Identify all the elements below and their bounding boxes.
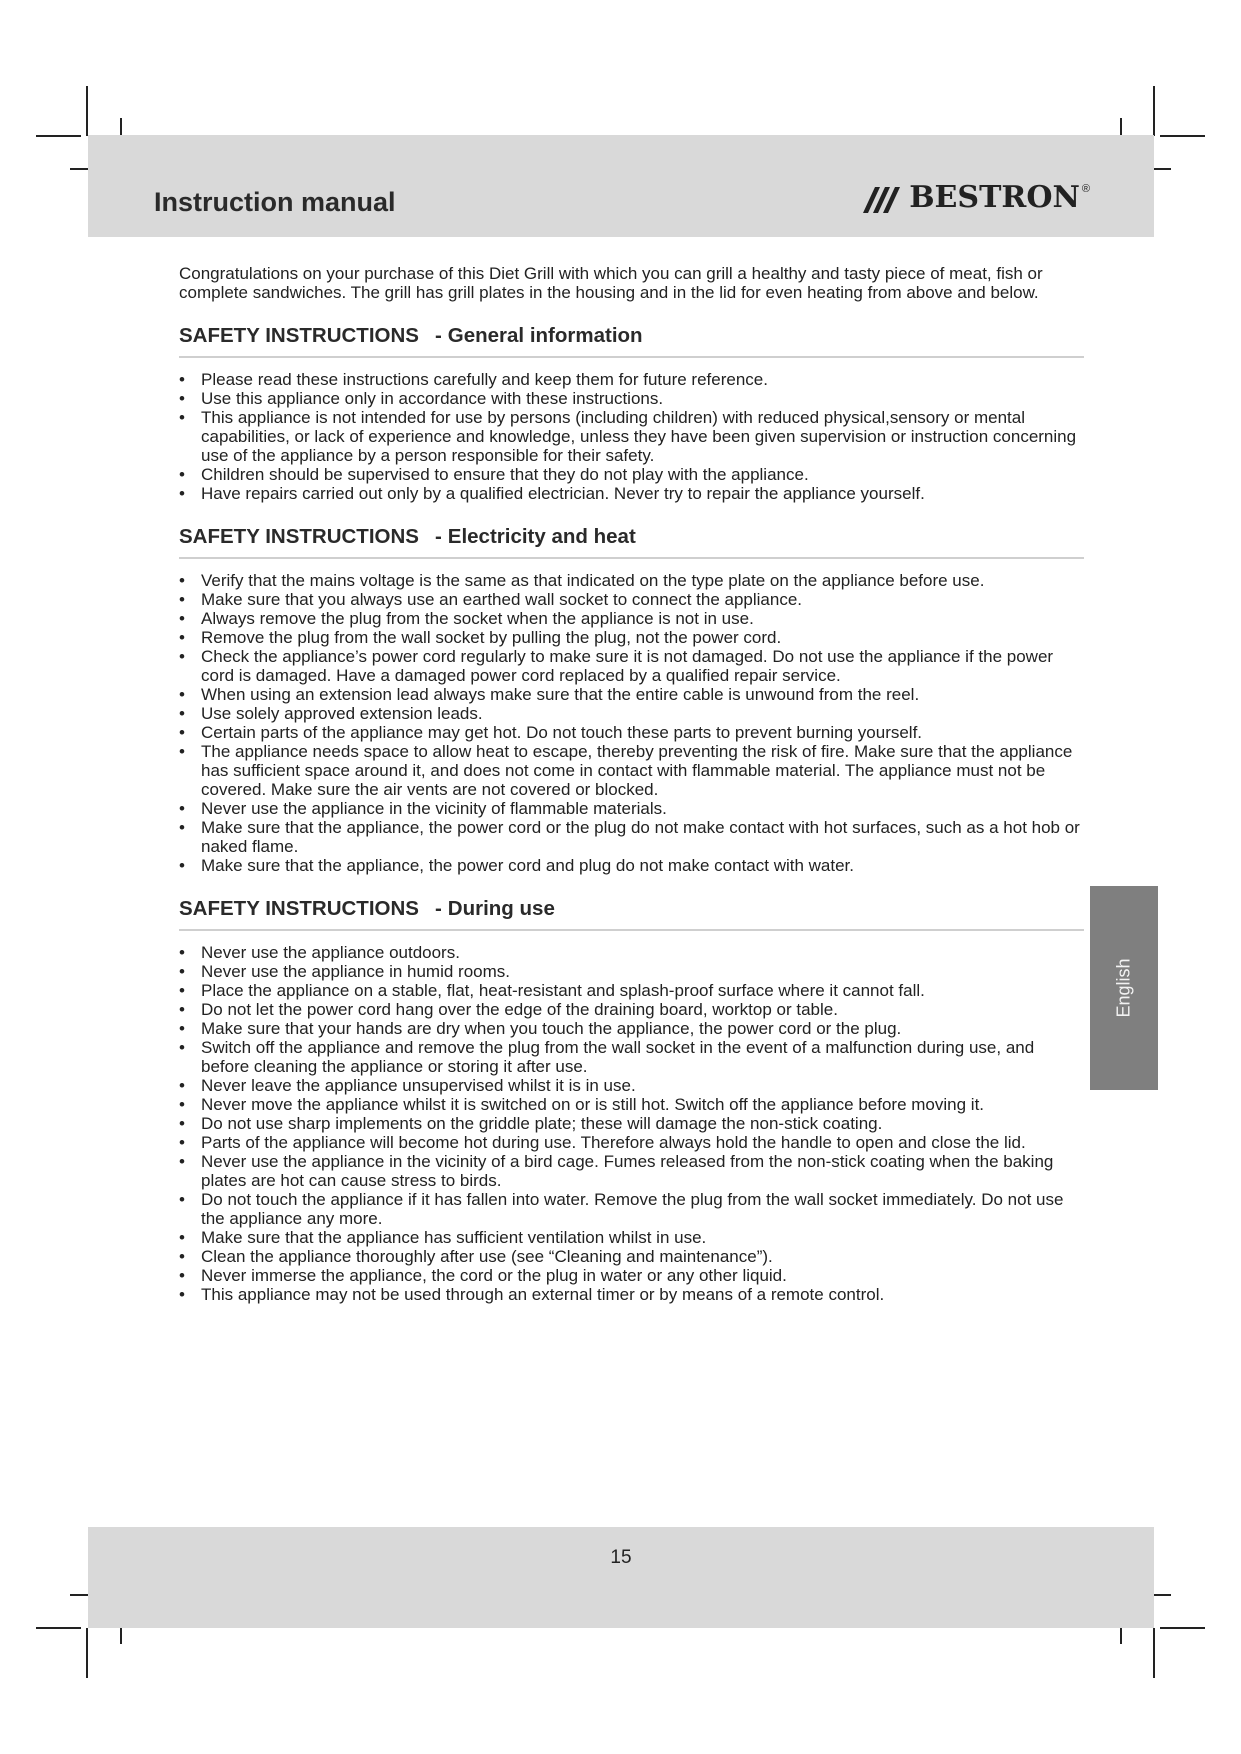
list-item: • Make sure that the appliance, the power cord or the plug do not make contact with hot surfaces, such as a hot hob or naked flame.	[179, 818, 1084, 856]
list-item: • Check the appliance’s power cord regularly to make sure it is not damaged. Do not use the appliance if the power cord is damaged. Have a damaged power cord replaced by a qualified repair service.	[179, 647, 1084, 685]
crop-mark	[1153, 1628, 1155, 1678]
brand-chevrons-icon	[861, 185, 903, 215]
list-item: • Do not touch the appliance if it has fallen into water. Remove the plug from the wall socket immediately. Do not use the appliance any more.	[179, 1190, 1084, 1228]
registered-mark: ®	[1081, 183, 1090, 195]
list-item: • Parts of the appliance will become hot during use. Therefore always hold the handle to open and close the lid.	[179, 1133, 1084, 1152]
language-tab	[1090, 886, 1158, 1090]
main-content	[179, 264, 1084, 1304]
page-title: Instruction manual	[154, 187, 396, 217]
list-item: • The appliance needs space to allow heat to escape, thereby preventing the risk of fire. Make sure that the appliance has sufficient space around it, and does not come in contact with flammable material. The appliance must not be covered. Make sure the air vents are not covered or blocked.	[179, 742, 1084, 799]
list-item: • Use solely approved extension leads.	[179, 704, 1084, 723]
crop-mark	[36, 1627, 81, 1629]
section-electricity-and-heat	[179, 525, 1084, 875]
list-item: • Make sure that the appliance has sufficient ventilation whilst in use.	[179, 1228, 1084, 1247]
brand-name: BESTRON	[909, 180, 1080, 215]
section-heading	[179, 324, 1084, 358]
list-item: • Make sure that your hands are dry when you touch the appliance, the power cord or the plug.	[179, 1019, 1084, 1038]
list-item: • Never use the appliance in humid rooms.	[179, 962, 1084, 981]
crop-mark	[36, 135, 81, 137]
list-item: • Remove the plug from the wall socket by pulling the plug, not the power cord.	[179, 628, 1084, 647]
language-tab-label: English	[1113, 958, 1134, 1018]
list-item: • Always remove the plug from the socket when the appliance is not in use.	[179, 609, 1084, 628]
crop-mark	[1160, 1627, 1205, 1629]
bullet-list	[179, 571, 1084, 875]
list-item: • Never use the appliance in the vicinity of flammable materials.	[179, 799, 1084, 818]
header-band	[88, 135, 1154, 237]
list-item: • Never leave the appliance unsupervised whilst it is in use.	[179, 1076, 1084, 1095]
list-item: • Verify that the mains voltage is the same as that indicated on the type plate on the appliance before use.	[179, 571, 1084, 590]
section-heading-prefix: SAFETY INSTRUCTIONS	[179, 897, 419, 920]
bullet-list	[179, 370, 1084, 503]
list-item: • Make sure that the appliance, the power cord and plug do not make contact with water.	[179, 856, 1084, 875]
crop-mark	[1153, 86, 1155, 136]
section-general-information	[179, 324, 1084, 503]
section-heading-separator: -	[434, 897, 442, 920]
list-item: • Never immerse the appliance, the cord or the plug in water or any other liquid.	[179, 1266, 1084, 1285]
list-item: • Clean the appliance thoroughly after use (see “Cleaning and maintenance”).	[179, 1247, 1084, 1266]
list-item: • Place the appliance on a stable, flat, heat-resistant and splash-proof surface where it cannot fall.	[179, 981, 1084, 1000]
crop-mark	[1160, 135, 1205, 137]
intro-paragraph: Congratulations on your purchase of this Diet Grill with which you can grill a healthy and tasty piece of meat, fish or complete sandwiches. The grill has grill plates in the housing and in the lid for even heating from above and below.	[179, 264, 1043, 302]
section-heading-subtitle: General information	[447, 324, 643, 347]
section-heading	[179, 897, 1084, 931]
crop-mark	[86, 1628, 88, 1678]
bullet-list	[179, 943, 1084, 1304]
list-item: • This appliance may not be used through an external timer or by means of a remote control.	[179, 1285, 1084, 1304]
section-heading	[179, 525, 1084, 559]
list-item: • This appliance is not intended for use by persons (including children) with reduced physical,sensory or mental capabilities, or lack of experience and knowledge, unless they have been given supervision or instruction concerning use of the appliance by a person responsible for their safety.	[179, 408, 1084, 465]
section-heading-separator: -	[434, 324, 442, 347]
list-item: • Use this appliance only in accordance with these instructions.	[179, 389, 1084, 408]
footer-band	[88, 1527, 1154, 1628]
list-item: • Never use the appliance in the vicinity of a bird cage. Fumes released from the non-stick coating when the baking plates are hot can cause stress to birds.	[179, 1152, 1084, 1190]
list-item: • Do not let the power cord hang over the edge of the draining board, worktop or table.	[179, 1000, 1084, 1019]
section-heading-subtitle: Electricity and heat	[447, 525, 636, 548]
section-heading-separator: -	[434, 525, 442, 548]
section-heading-prefix: SAFETY INSTRUCTIONS	[179, 525, 419, 548]
section-during-use	[179, 897, 1084, 1304]
list-item: • Switch off the appliance and remove the plug from the wall socket in the event of a malfunction during use, and before cleaning the appliance or storing it after use.	[179, 1038, 1084, 1076]
section-heading-subtitle: During use	[447, 897, 555, 920]
list-item: • Do not use sharp implements on the griddle plate; these will damage the non-stick coating.	[179, 1114, 1084, 1133]
brand-logo	[861, 180, 1090, 215]
list-item: • When using an extension lead always make sure that the entire cable is unwound from the reel.	[179, 685, 1084, 704]
list-item: • Have repairs carried out only by a qualified electrician. Never try to repair the appliance yourself.	[179, 484, 1084, 503]
section-heading-prefix: SAFETY INSTRUCTIONS	[179, 324, 419, 347]
list-item: • Never move the appliance whilst it is switched on or is still hot. Switch off the appliance before moving it.	[179, 1095, 1084, 1114]
list-item: • Please read these instructions carefully and keep them for future reference.	[179, 370, 1084, 389]
page-number: 15	[610, 1547, 632, 1568]
crop-mark	[86, 86, 88, 136]
list-item: • Children should be supervised to ensure that they do not play with the appliance.	[179, 465, 1084, 484]
list-item: • Never use the appliance outdoors.	[179, 943, 1084, 962]
list-item: • Certain parts of the appliance may get hot. Do not touch these parts to prevent burning yourself.	[179, 723, 1084, 742]
list-item: • Make sure that you always use an earthed wall socket to connect the appliance.	[179, 590, 1084, 609]
